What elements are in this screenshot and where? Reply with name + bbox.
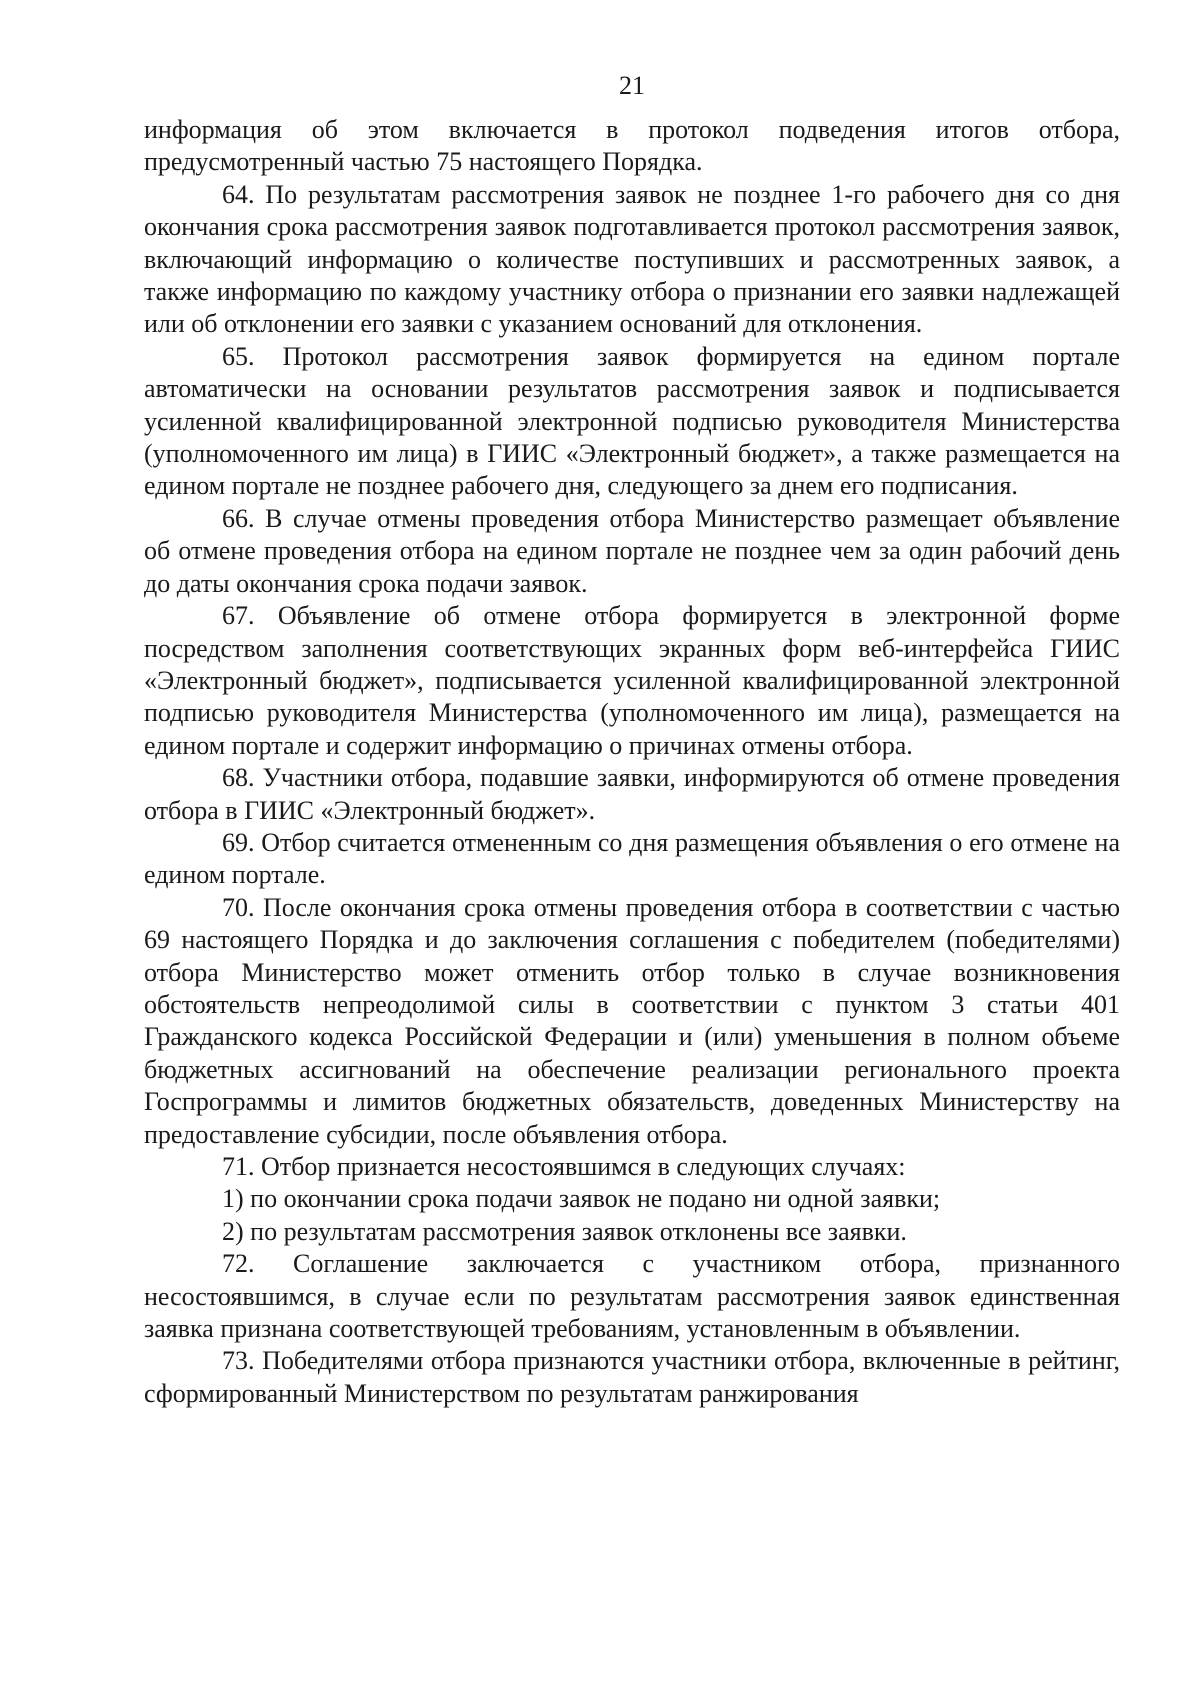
list-item-71-2: 2) по результатам рассмотрения заявок отклонены все заявки. xyxy=(222,1216,907,1246)
paragraph-68: 68. Участники отбора, подавшие заявки, информируются об отмене проведения отбора в ГИИС «Электронный бюджет». xyxy=(144,763,1120,825)
page-number: 21 xyxy=(619,71,645,100)
paragraph-65: 65. Протокол рассмотрения заявок формируется на едином портале автоматически на основании результатов рассмотрения заявок и подписывается усиленной квалифицированной электронной подписью руководителя Министерства (уполномоченного им лица) в ГИИС «Электронный бюджет», а также размещается на едином портале не позднее рабочего дня, следующего за днем его подписания. xyxy=(144,341,1120,501)
paragraph-66: 66. В случае отмены проведения отбора Министерство размещает объявление об отмене проведения отбора на едином портале не позднее чем за один рабочий день до даты окончания срока подачи заявок. xyxy=(144,503,1120,598)
paragraph-71: 71. Отбор признается несостоявшимся в следующих случаях: xyxy=(222,1152,906,1181)
list-item-71-1: 1) по окончании срока подачи заявок не подано ни одной заявки; xyxy=(222,1184,941,1214)
document-body xyxy=(144,114,1120,1410)
paragraph-continuation: информация об этом включается в протокол подведения итогов отбора, предусмотренный частью 75 настоящего Порядка. xyxy=(144,115,1120,177)
paragraph-72: 72. Соглашение заключается с участником отбора, признанного несостоявшимся, в случае если по результатам рассмотрения заявок единственная заявка признана соответствующей требованиям, установленным в объявлении. xyxy=(144,1249,1120,1344)
paragraph-67: 67. Объявление об отмене отбора формируется в электронной форме посредством заполнения соответствующих экранных форм веб-интерфейса ГИИС «Электронный бюджет», подписывается усиленной квалифицированной электронной подписью руководителя Министерства (уполномоченного им лица), размещается на едином портале и содержит информацию о причинах отмены отбора. xyxy=(144,601,1120,760)
paragraph-64: 64. По результатам рассмотрения заявок не позднее 1-го рабочего дня со дня окончания срока рассмотрения заявок подготавливается протокол рассмотрения заявок, включающий информацию о количестве поступивших и рассмотренных заявок, а также информацию по каждому участнику отбора о признании его заявки надлежащей или об отклонении его заявки с указанием оснований для отклонения. xyxy=(144,179,1120,339)
paragraph-70: 70. После окончания срока отмены проведения отбора в соответствии с частью 69 настоящего Порядка и до заключения соглашения с победителем (победителями) отбора Министерство может отменить отбор только в случае возникновения обстоятельств непреодолимой силы в соответствии с пунктом 3 статьи 401 Гражданского кодекса Российской Федерации и (или) уменьшения в полном объеме бюджетных ассигнований на обеспечение реализации регионального проекта Госпрограммы и лимитов бюджетных обязательств, доведенных Министерству на предоставление субсидии, после объявления отбора. xyxy=(144,892,1120,1149)
paragraph-73: 73. Победителями отбора признаются участники отбора, включенные в рейтинг, сформированный Министерством по результатам ранжирования xyxy=(144,1346,1120,1408)
paragraph-69: 69. Отбор считается отмененным со дня размещения объявления о его отмене на едином портале. xyxy=(144,827,1120,890)
